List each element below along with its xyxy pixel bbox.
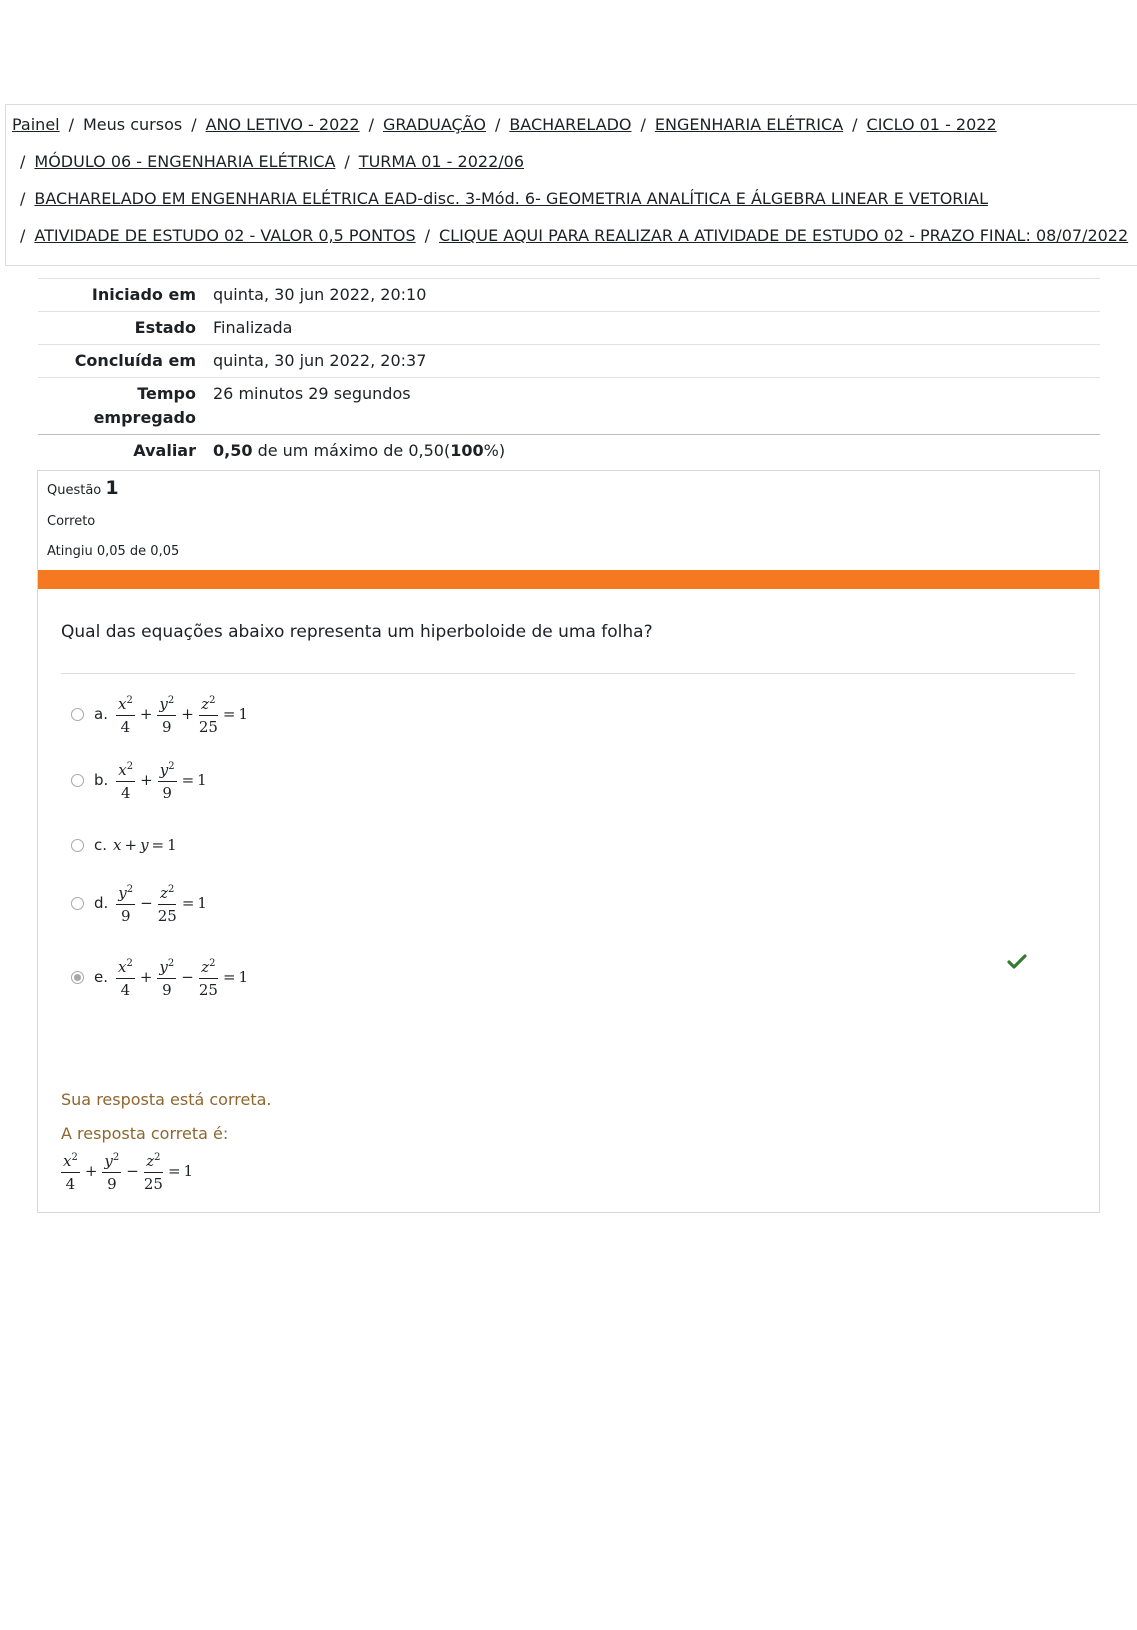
breadcrumb-engenharia[interactable]: ENGENHARIA ELÉTRICA bbox=[654, 115, 844, 134]
summary-row bbox=[38, 435, 1100, 468]
separator: / bbox=[20, 189, 26, 208]
summary-label bbox=[38, 378, 213, 435]
option-letter: d. bbox=[94, 894, 109, 912]
breadcrumb-disciplina[interactable]: BACHARELADO EM ENGENHARIA ELÉTRICA EAD-disc. 3-Mód. 6- GEOMETRIA ANALÍTICA E ÁLGEBRA LINEAR E VETORIAL bbox=[34, 189, 988, 208]
summary-label: Iniciado em bbox=[91, 285, 196, 304]
breadcrumb-ciclo[interactable]: CICLO 01 - 2022 bbox=[866, 115, 997, 134]
equation-c: x + y = 1 bbox=[113, 836, 177, 854]
option-letter: a. bbox=[94, 705, 108, 723]
summary-label: Avaliar bbox=[133, 441, 196, 460]
separator: / bbox=[191, 115, 197, 134]
option-letter: b. bbox=[94, 771, 109, 789]
breadcrumb-turma[interactable]: TURMA 01 - 2022/06 bbox=[358, 152, 525, 171]
correct-answer-equation: $\frac{x^2}{4}$ + $\frac{y^2}{9}$ − $\frac{z^2}{25}$ = 1 bbox=[59, 1149, 193, 1193]
separator: / bbox=[640, 115, 646, 134]
attempt-summary bbox=[38, 278, 1100, 467]
radio-option-d[interactable] bbox=[71, 897, 84, 910]
feedback-correct: Sua resposta está correta. bbox=[61, 1090, 272, 1109]
question-num: 1 bbox=[105, 477, 119, 499]
checkmark-icon bbox=[1007, 954, 1027, 970]
summary-row bbox=[38, 279, 1100, 312]
score-text: de um máximo de 0,50( bbox=[257, 441, 451, 460]
question-accent-bar bbox=[38, 570, 1099, 589]
summary-value: Finalizada bbox=[213, 318, 293, 337]
summary-label: Estado bbox=[134, 318, 196, 337]
divider bbox=[61, 673, 1075, 674]
radio-option-b[interactable] bbox=[71, 774, 84, 787]
breadcrumb-line-1 bbox=[12, 115, 997, 134]
option-a[interactable] bbox=[71, 692, 248, 736]
breadcrumb-line-2 bbox=[20, 152, 524, 171]
radio-option-a[interactable] bbox=[71, 708, 84, 721]
separator: / bbox=[68, 115, 74, 134]
feedback-answer-label: A resposta correta é: bbox=[61, 1124, 229, 1143]
breadcrumb-line-4 bbox=[20, 226, 1128, 245]
question-card bbox=[37, 470, 1100, 1213]
breadcrumb-graduacao[interactable]: GRADUAÇÃO bbox=[383, 115, 486, 134]
separator: / bbox=[368, 115, 374, 134]
summary-value: quinta, 30 jun 2022, 20:10 bbox=[213, 285, 427, 304]
summary-row bbox=[38, 378, 1100, 435]
equation-b: $\frac{x^2}{4}$ + $\frac{y^2}{9}$ = 1 bbox=[114, 758, 206, 802]
option-e[interactable] bbox=[71, 955, 248, 999]
question-label: Questão bbox=[47, 483, 102, 498]
separator: / bbox=[20, 226, 26, 245]
separator: / bbox=[852, 115, 858, 134]
score-end: %) bbox=[483, 441, 506, 460]
breadcrumb-atividade[interactable]: ATIVIDADE DE ESTUDO 02 - VALOR 0,5 PONTOS bbox=[34, 226, 416, 245]
summary-label: Concluída em bbox=[74, 351, 196, 370]
separator: / bbox=[20, 152, 26, 171]
separator: / bbox=[344, 152, 350, 171]
tempo-label-2: empregado bbox=[93, 408, 196, 427]
radio-option-c[interactable] bbox=[71, 839, 84, 852]
option-b[interactable] bbox=[71, 758, 207, 802]
breadcrumb-modulo[interactable]: MÓDULO 06 - ENGENHARIA ELÉTRICA bbox=[34, 152, 336, 171]
question-number bbox=[47, 477, 119, 499]
breadcrumb bbox=[5, 104, 1137, 266]
option-letter: e. bbox=[94, 968, 108, 986]
breadcrumb-ano-letivo[interactable]: ANO LETIVO - 2022 bbox=[205, 115, 360, 134]
breadcrumb-clique[interactable]: CLIQUE AQUI PARA REALIZAR A ATIVIDADE DE ESTUDO 02 - PRAZO FINAL: 08/07/2022 bbox=[438, 226, 1129, 245]
breadcrumb-meus-cursos: Meus cursos bbox=[83, 115, 183, 134]
separator: / bbox=[494, 115, 501, 134]
summary-value: 26 minutos 29 segundos bbox=[213, 384, 411, 403]
score-percent: 100 bbox=[450, 441, 484, 460]
summary-value: quinta, 30 jun 2022, 20:37 bbox=[213, 351, 427, 370]
option-letter: c. bbox=[94, 836, 108, 854]
summary-row bbox=[38, 345, 1100, 378]
option-c[interactable] bbox=[71, 836, 177, 854]
radio-option-e[interactable] bbox=[71, 971, 84, 984]
equation-e: $\frac{x^2}{4}$ + $\frac{y^2}{9}$ − $\frac{z^2}{25}$ = 1 bbox=[114, 955, 248, 999]
breadcrumb-bacharelado[interactable]: BACHARELADO bbox=[509, 115, 632, 134]
question-state: Correto bbox=[47, 514, 96, 529]
summary-value bbox=[213, 435, 1100, 468]
score: 0,50 bbox=[213, 441, 253, 460]
option-d[interactable] bbox=[71, 881, 207, 925]
equation-a: $\frac{x^2}{4}$ + $\frac{y^2}{9}$ + $\frac{z^2}{25}$ = 1 bbox=[114, 692, 248, 736]
separator: / bbox=[424, 226, 430, 245]
tempo-label-1: Tempo bbox=[137, 384, 196, 403]
summary-row bbox=[38, 312, 1100, 345]
breadcrumb-painel[interactable]: Painel bbox=[12, 115, 60, 134]
equation-d: $\frac{y^2}{9}$ − $\frac{z^2}{25}$ = 1 bbox=[114, 881, 207, 925]
breadcrumb-line-3 bbox=[20, 189, 988, 208]
question-text: Qual das equações abaixo representa um hiperboloide de uma folha? bbox=[61, 622, 653, 642]
question-grade: Atingiu 0,05 de 0,05 bbox=[47, 544, 180, 559]
